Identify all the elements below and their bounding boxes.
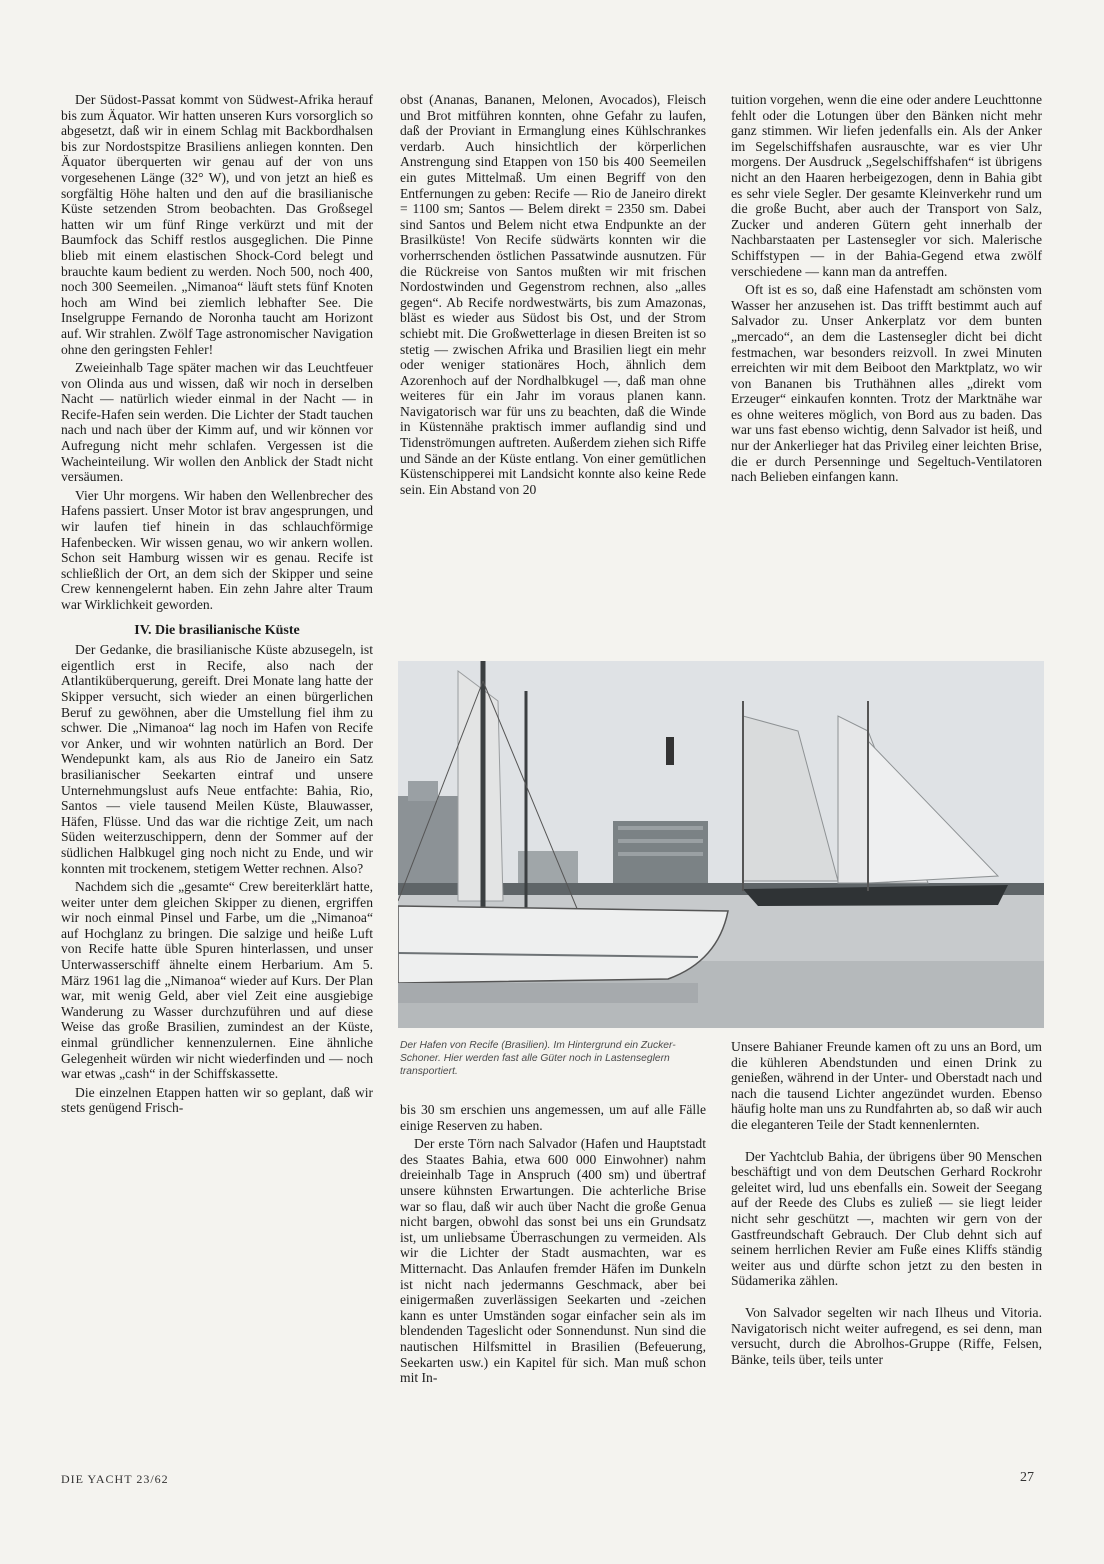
- column-3: [731, 92, 1042, 485]
- paragraph: Die einzelnen Etappen hatten wir so geplant, daß wir stets genügend Frisch-: [61, 1084, 373, 1116]
- paragraph: Unsere Bahianer Freunde kamen oft zu uns an Bord, um die kühleren Abendstunden und einen Drink zu genießen, während in der Unter- und Oberstadt nach und nach die tausend Lichter angezündet wurden. Ebenso häufig holte man uns zu Rundfahrten ab, so daß wir auch die eleganteren Teile der Stadt kennenlernten.: [731, 1039, 1042, 1132]
- column-3-lower: [731, 1039, 1042, 1367]
- section-heading: IV. Die brasilianische Küste: [134, 622, 300, 638]
- paragraph: obst (Ananas, Bananen, Melonen, Avocados), Fleisch und Brot mitführen konnten, ohne Gefahr zu laufen, daß der Proviant in Ermanglung eines Kühlschrankes verdarb. Auch hinsichtlich der körperlichen Anstrengung sind Etappen von 150 bis 400 Seemeilen ein gutes Mittelmaß. Um einen Begriff von den Entfernungen zu geben: Recife — Rio de Janeiro direkt = 1100 sm; Santos — Belem direkt = 2350 sm. Dabei sind Santos und Belem nicht etwa Endpunkte an der Brasilküste! Von Recife südwärts konnten wir die vorherrschenden östlichen Passatwinde ausnutzen. Für die Rückreise von Santos mußten wir mit frischen Nordostwinden und Gegenstrom rechnen, also „alles gegen“. Ab Recife nordwestwärts, bis zum Amazonas, bläst es wieder aus Südost bis Ost, und der Strom schiebt mit. Die Großwetterlage in diesen Breiten ist so stetig — zwischen Afrika und Brasilien liegt ein mehr oder weniger stationäres Hoch, ähnlich dem Azorenhoch auf der Nordhalbkugel —, daß man ohne weiteres für ein Jahr im voraus planen kann. Navigatorisch war für uns zu beachten, daß die Winde in Küstennähe praktisch immer auflandig sind und Tidenströmungen auftreten. Außerdem ziehen sich Riffe und Sände an der Küste entlang. Von einer gemütlichen Küstenschipperei mit Landsicht konnte also keine Rede sein. Ein Abstand von 20: [400, 92, 706, 497]
- page-number: 27: [1020, 1470, 1034, 1485]
- photo-caption: Der Hafen von Recife (Brasilien). Im Hintergrund ein Zucker-Schoner. Hier werden fast alle Güter noch in Lastenseglern transportiert.: [400, 1040, 676, 1077]
- harbor-photo-illustration: [398, 661, 1044, 1028]
- paragraph: Oft ist es so, daß eine Hafenstadt am schönsten vom Wasser her anzusehen ist. Das trifft bestimmt auch auf Salvador zu. Unser Ankerplatz vor dem bunten „mercado“, an dem die Lastensegler dicht bei dicht festmachen, war besonders reizvoll. In zwei Minuten erreichten wir mit dem Beiboot den Marktplatz, wo wir von Bananen bis Truthähnen alles „direkt vom Erzeuger“ einkaufen konnten. Trotz der Marktnähe war es ohne weiteres möglich, von Bord aus zu baden. Das war uns fast ebenso wichtig, denn Salvador ist heiß, und nur der Ankerlieger hat das Privileg einer leichten Brise, die er durch Persenninge und Segeltuch-Ventilatoren nach Belieben einfangen kann.: [731, 282, 1042, 485]
- paragraph: Nachdem sich die „gesamte“ Crew bereiterklärt hatte, weiter unter dem gleichen Skipper zu dienen, ergriffen wir noch einmal Pinsel und Farbe, um die „Nimanoa“ auf Hochglanz zu bringen. Die salzige und heiße Luft von Recife hatte üble Spuren hinterlassen, und unser Unterwasserschiff ähnelte einem Herbarium. Am 5. März 1961 lag die „Nimanoa“ wieder auf Kurs. Der Plan war, mit wenig Geld, aber viel Zeit eine ausgiebige Wanderung zu Wasser durchzuführen und auf diese Weise das große Brasilien, zumindest an der Küste, einmal gründlicher kennenzulernen. Eine ähnliche Gelegenheit würden wir nicht wiederfinden und — noch war etwas „cash“ in der Schiffskassette.: [61, 879, 373, 1082]
- column-2: [400, 92, 706, 497]
- paragraph: Der erste Törn nach Salvador (Hafen und Hauptstadt des Staates Bahia, etwa 600 000 Einwohner) nahm dreieinhalb Tage in Anspruch (400 sm) und übertraf unsere kühnsten Erwartungen. Die achterliche Brise war so flau, daß wir auch über Nacht die große Genua nicht bargen, obwohl das sonst bei uns ein Grundsatz ist, um unliebsame Überraschungen zu vermeiden. Als wir die Lichter der Stadt ausmachten, war es Mitternacht. Das Anlaufen fremder Häfen im Dunkeln ist nicht nach jedermanns Geschmack, aber bei einigermaßen zuverlässigen Seekarten und -zeichen kann es unter Umständen sogar einfacher sein als im blendenden Tageslicht oder Sonnendunst. Nun sind die nautischen Hilfsmittel in Brasilien (Befeuerung, Seekarten usw.) ein Kapitel für sich. Man muß schon mit In-: [400, 1136, 706, 1386]
- paragraph: Der Yachtclub Bahia, der übrigens über 90 Menschen beschäftigt und von dem Deutschen Gerhard Rockrohr geleitet wird, lud uns ebenfalls ein. Soweit der Seegang auf der Reede des Clubs es zuließ — sie liegt leider nicht sehr geschützt —, machten wir gern von der Gastfreundschaft Gebrauch. Der Club dehnt sich auf seinem herrlichen Revier am Fuße eines Kliffs ständig weiter aus und dürfte schon jetzt zu den besten in Südamerika zählen.: [731, 1148, 1042, 1289]
- footer-magazine-name: DIE YACHT 23/62: [61, 1472, 169, 1486]
- column-1: [61, 92, 373, 1116]
- paragraph: Der Gedanke, die brasilianische Küste abzusegeln, ist eigentlich erst in Recife, also nach der Atlantiküberquerung, gereift. Drei Monate lang hatte der Skipper versucht, sich wieder an einen bürgerlichen Beruf zu gewöhnen, aber die Umstellung fiel ihm zu schwer. Die „Nimanoa“ lag noch im Hafen von Recife vor Anker, und wir wohnten natürlich an Bord. Der Wendepunkt kam, als aus Rio de Janeiro ein Satz brasilianischer Seekarten eintraf und unsere Unternehmungslust aufs Neue entfachte: Bahia, Rio, Santos — viele tausend Meilen Küste, Blauwasser, Häfen, Flüsse. Und das war die richtige Zeit, um nach Süden weiterzuschippern, denn der Sommer auf der südlichen Halbkugel ging noch nicht zu Ende, und wir konnten mit trockenem, stetigem Wetter rechnen. Also?: [61, 642, 373, 876]
- paragraph: bis 30 sm erschien uns angemessen, um auf alle Fälle einige Reserven zu haben.: [400, 1102, 706, 1133]
- harbor-photo: [398, 661, 1044, 1028]
- paragraph: Der Südost-Passat kommt von Südwest-Afrika herauf bis zum Äquator. Wir hatten unseren Kurs vorsorglich so abgesetzt, daß wir in einem Schlag mit Backbordhalsen bis zur Nordostspitze Brasiliens anliegen konnten. Den Äquator überquerten wir genau auf der von uns vorgesehenen Länge (32° W), und von jetzt an hieß es sorgfältig Höhe halten und den auf die brasilianische Küste setzenden Strom beobachten. Das Großsegel hatten wir um fünf Ringe verkürzt und mit der Baumfock das Schiff restlos ausgeglichen. Die Pinne blieb mit einem elastischen Shock-Cord belegt und brauchte kaum bedient zu werden. Noch 500, noch 400, noch 300 Seemeilen. „Nimanoa“ läuft stets fünf Knoten hoch am Wind bei ziemlich lebhafter See. Die Inselgruppe Fernando de Noronha taucht am Horizont auf. Wir strahlen. Zwölf Tage astronomischer Navigation ohne den geringsten Fehler!: [61, 92, 373, 357]
- paragraph: tuition vorgehen, wenn die eine oder andere Leuchttonne fehlt oder die Lotungen über den Bänken nicht mehr ganz stimmen. Wir liefen jedenfalls ein. Als der Anker im Segelschiffshafen ausrauschte, war es vier Uhr morgens. Der Ausdruck „Segelschiffshafen“ ist übrigens nicht an den Haaren herbeigezogen, denn in Bahia gibt es sehr viele Segler. Der gesamte Kleinverkehr rund um die große Bucht, aber auch der Transport von Salz, Zucker und anderen Gütern geht innerhalb der Nachbarstaaten per Lastensegler vor sich. Malerische Schiffstypen — in der Bahia-Gegend etwa zwölf verschiedene — kann man da antreffen.: [731, 92, 1042, 279]
- column-2-lower: [400, 1102, 706, 1386]
- paragraph: Vier Uhr morgens. Wir haben den Wellenbrecher des Hafens passiert. Unser Motor ist brav angesprungen, und wir laufen tief hinein in das schlauchförmige Hafenbecken. Wir wissen genau, wo wir ankern wollen. Schon seit Hamburg wissen wir es genau. Recife ist schließlich der Ort, an dem sich der Skipper und seine Crew kennengelernt haben. Ein zehn Jahre alter Traum war Wirklichkeit geworden.: [61, 487, 373, 612]
- paragraph: Zweieinhalb Tage später machen wir das Leuchtfeuer von Olinda aus und wissen, daß wir noch in derselben Nacht — natürlich wieder einmal in der Nacht — in Recife-Hafen sein werden. Die Lichter der Stadt tauchen nach und nach über der Kimm auf, und wir können vor Aufregung nicht mehr schlafen. Vergessen ist die Wacheinteilung. Wir wollen den Anblick der Stadt nicht versäumen.: [61, 360, 373, 485]
- paragraph: Von Salvador segelten wir nach Ilheus und Vitoria. Navigatorisch nicht weiter aufregend, es sei denn, man versucht, durch die Abrolhos-Gruppe (Riffe, Felsen, Bänke, teils über, teils unter: [731, 1304, 1042, 1367]
